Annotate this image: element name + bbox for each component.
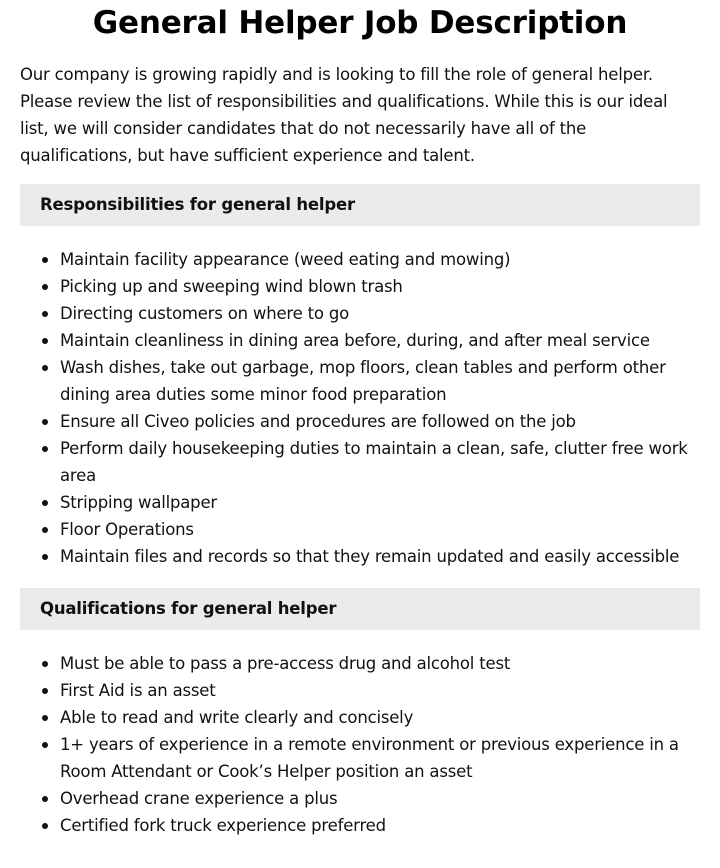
qualifications-list <box>20 650 700 839</box>
list-item: Must be able to pass a pre-access drug and alcohol test <box>20 650 700 677</box>
list-item: Floor Operations <box>20 516 700 543</box>
responsibilities-list <box>20 246 700 570</box>
intro-paragraph: Our company is growing rapidly and is looking to fill the role of general helper. Please review the list of responsibilities and qualifications. While this is our ideal list, we will consider candidates that do not necessarily have all of the qualifications, but have sufficient experience and talent. <box>20 65 668 165</box>
responsibilities-heading: Responsibilities for general helper <box>20 184 700 226</box>
list-item: Maintain files and records so that they remain updated and easily accessible <box>20 543 700 570</box>
list-item: Ensure all Civeo policies and procedures are followed on the job <box>20 408 700 435</box>
list-item: Perform daily housekeeping duties to maintain a clean, safe, clutter free work area <box>20 435 700 489</box>
list-item: Maintain facility appearance (weed eating and mowing) <box>20 246 700 273</box>
list-item: Directing customers on where to go <box>20 300 700 327</box>
list-item: First Aid is an asset <box>20 677 700 704</box>
list-item: Able to read and write clearly and concisely <box>20 704 700 731</box>
list-item: Picking up and sweeping wind blown trash <box>20 273 700 300</box>
list-item: Maintain cleanliness in dining area before, during, and after meal service <box>20 327 700 354</box>
list-item: Overhead crane experience a plus <box>20 785 700 812</box>
page-title: General Helper Job Description <box>92 5 628 41</box>
list-item: Wash dishes, take out garbage, mop floors, clean tables and perform other dining area duties some minor food preparation <box>20 354 700 408</box>
list-item: Certified fork truck experience preferred <box>20 812 700 839</box>
qualifications-heading: Qualifications for general helper <box>20 588 700 630</box>
list-item: Stripping wallpaper <box>20 489 700 516</box>
list-item: 1+ years of experience in a remote environment or previous experience in a Room Attendant or Cook’s Helper position an asset <box>20 731 700 785</box>
